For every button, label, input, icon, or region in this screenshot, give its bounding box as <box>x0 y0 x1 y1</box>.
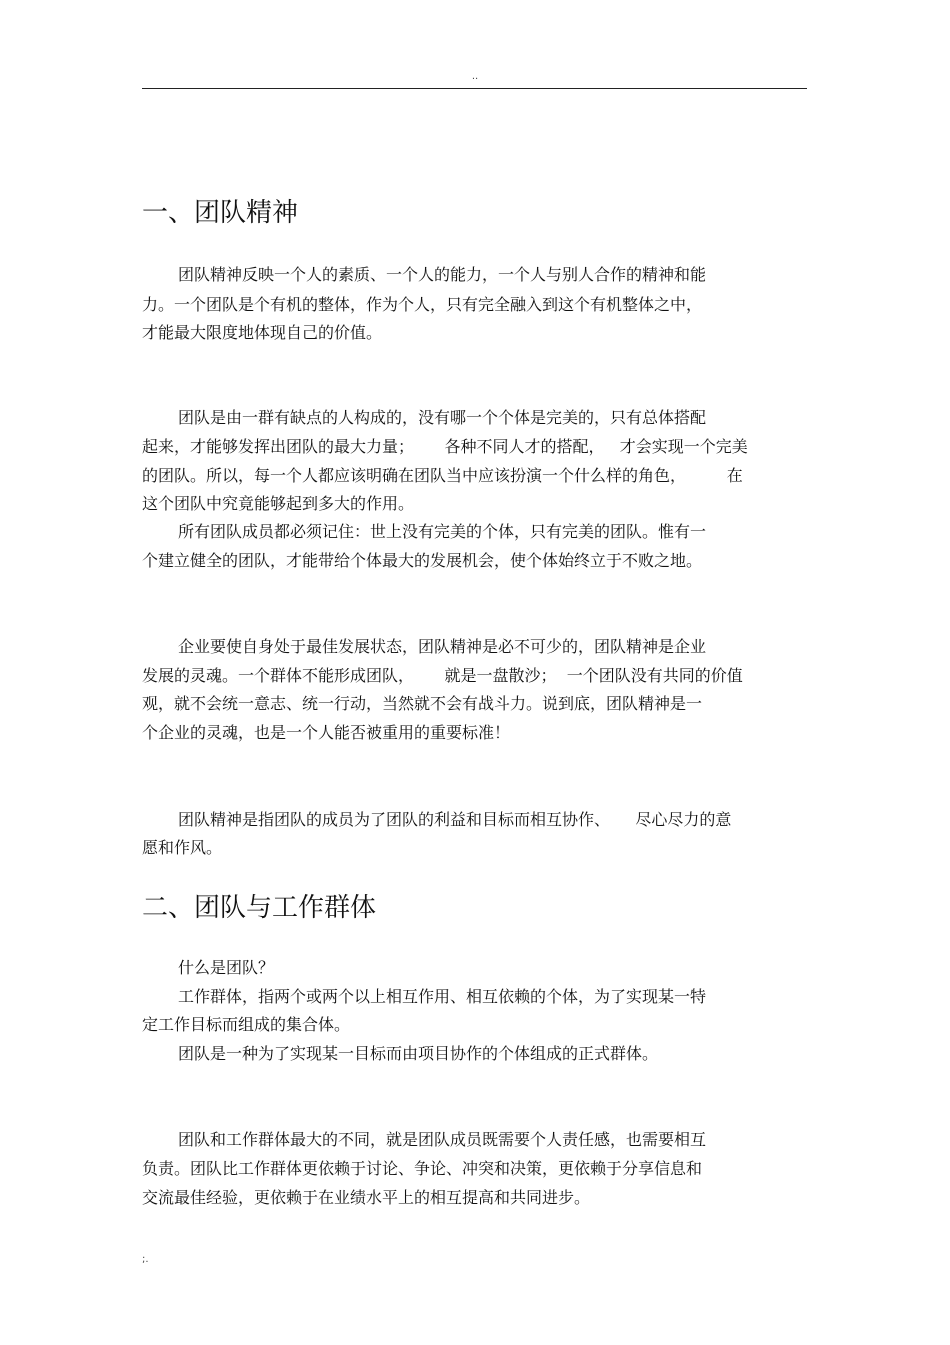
paragraph-line: 个企业的灵魂，也是一个人能否被重用的重要标准！ <box>142 723 511 742</box>
paragraph-line: 力。一个团队是个有机的整体，作为个人，只有完全融入到这个有机整体之中， <box>142 295 703 314</box>
paragraph-line: 发展的灵魂。一个群体不能形成团队， 就是一盘散沙； 一个团队没有共同的价值 <box>142 666 743 685</box>
paragraph-line: 什么是团队？ <box>178 958 275 977</box>
paragraph-line: 企业要使自身处于最佳发展状态，团队精神是必不可少的，团队精神是企业 <box>178 637 707 656</box>
paragraph-line: 工作群体，指两个或两个以上相互作用、相互依赖的个体，为了实现某一特 <box>178 987 707 1006</box>
header-rule <box>142 88 807 89</box>
paragraph-line: 团队精神是指团队的成员为了团队的利益和目标而相互协作、 尽心尽力的意 <box>178 810 732 829</box>
paragraph-line: 愿和作风。 <box>142 838 223 857</box>
section-heading-team-spirit: 一、团队精神 <box>142 198 299 228</box>
footer-mark: ;. <box>142 1254 149 1265</box>
paragraph-line: 团队和工作群体最大的不同，就是团队成员既需要个人责任感，也需要相互 <box>178 1130 707 1149</box>
paragraph-line: 观，就不会统一意志、统一行动，当然就不会有战斗力。说到底，团队精神是一 <box>142 694 703 713</box>
section-heading-team-vs-workgroup: 二、团队与工作群体 <box>142 893 377 923</box>
paragraph-line: 团队精神反映一个人的素质、一个人的能力，一个人与别人合作的精神和能 <box>178 265 707 284</box>
paragraph-line: 个建立健全的团队，才能带给个体最大的发展机会，使个体始终立于不败之地。 <box>142 551 703 570</box>
paragraph-line: 才能最大限度地体现自己的价值。 <box>142 323 383 342</box>
paragraph-line: 交流最佳经验，更依赖于在业绩水平上的相互提高和共同进步。 <box>142 1188 591 1207</box>
paragraph-line: 定工作目标而组成的集合体。 <box>142 1015 351 1034</box>
paragraph-line: 团队是由一群有缺点的人构成的，没有哪一个个体是完美的，只有总体搭配 <box>178 408 707 427</box>
paragraph-line: 的团队。所以，每一个人都应该明确在团队当中应该扮演一个什么样的角色， 在 <box>142 466 743 485</box>
paragraph-line: 负责。团队比工作群体更依赖于讨论、争论、冲突和决策，更依赖于分享信息和 <box>142 1159 703 1178</box>
header-mark: .. <box>471 71 479 82</box>
paragraph-line: 这个团队中究竟能够起到多大的作用。 <box>142 494 415 513</box>
paragraph-line: 所有团队成员都必须记住：世上没有完美的个体，只有完美的团队。惟有一 <box>178 522 707 541</box>
paragraph-line: 团队是一种为了实现某一目标而由项目协作的个体组成的正式群体。 <box>178 1044 659 1063</box>
paragraph-line: 起来，才能够发挥出团队的最大力量； 各种不同人才的搭配， 才会实现一个完美 <box>142 437 748 456</box>
